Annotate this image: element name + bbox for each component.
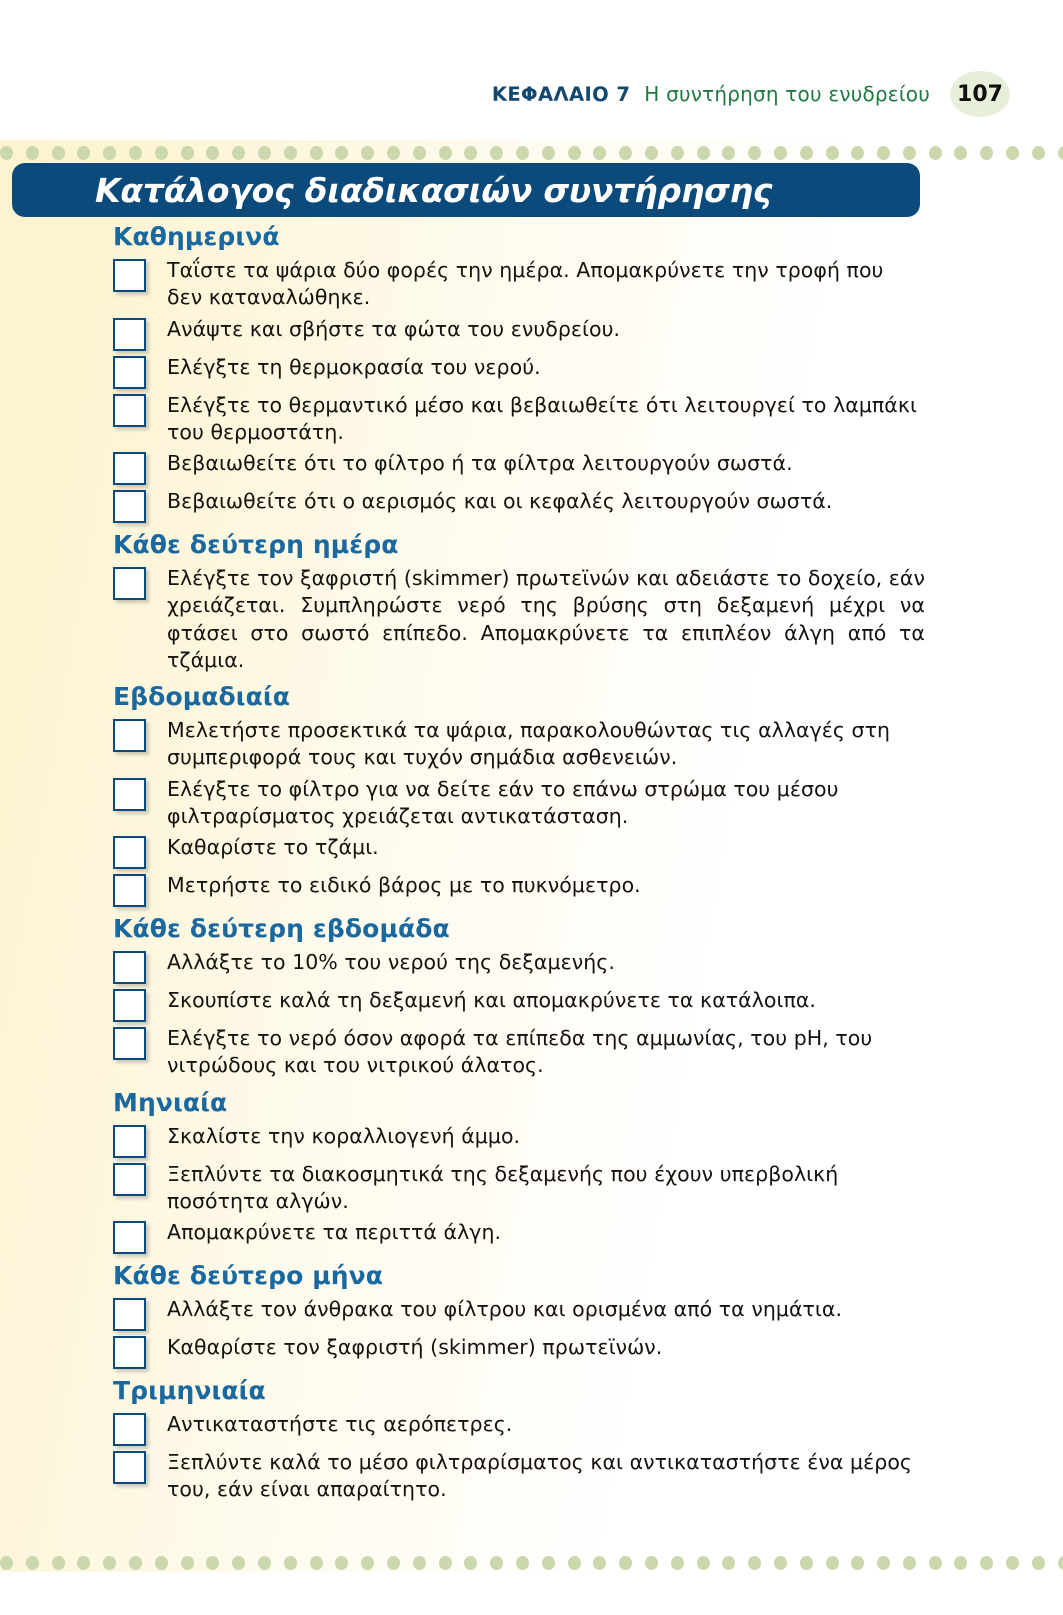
rule-dot [335, 146, 348, 160]
checklist-item[interactable] [0, 1296, 1063, 1330]
banner-title: Κατάλογος διαδικασιών συντήρησης [95, 170, 773, 210]
checklist-items [0, 1296, 1063, 1368]
section-heading: Μηνιαία [113, 1087, 228, 1117]
checklist-item[interactable] [0, 1161, 1063, 1216]
rule-dot [851, 146, 864, 160]
checklist-item-label: Ελέγξτε τον ξαφριστή (skimmer) πρωτεϊνών και αδειάστε το δοχείο, εάν χρειάζεται. Συμπληρώστε νερό της βρύσης στη δεξαμενή μέχρι να φτάσει στο σωστό επίπεδο. Απομακρύνετε τα επιπλέον άλγη από τα τζάμια. [167, 566, 925, 672]
rule-dot [516, 146, 529, 160]
checkbox-icon[interactable] [113, 778, 146, 811]
rule-dot [413, 1556, 426, 1570]
rule-dot [877, 1556, 890, 1570]
rule-dot [258, 146, 271, 160]
rule-dot [387, 1556, 400, 1570]
checklist-item-label: Ελέγξτε τη θερμοκρασία του νερού. [167, 354, 541, 379]
checklist-section [0, 914, 1063, 1080]
checklist-items [0, 565, 1063, 674]
checklist-section [0, 682, 1063, 906]
checkbox-icon[interactable] [113, 836, 146, 869]
rule-dot [877, 146, 890, 160]
rule-dot [722, 146, 735, 160]
rule-dot [258, 1556, 271, 1570]
rule-dot [464, 1556, 477, 1570]
section-heading: Εβδομαδιαία [113, 682, 291, 711]
checkbox-icon[interactable] [113, 1125, 146, 1158]
rule-dot [26, 146, 39, 160]
checklist-item[interactable] [0, 392, 1063, 447]
checklist-item[interactable] [0, 1411, 1063, 1445]
checklist-item-label: Ταΐστε τα ψάρια δύο φορές την ημέρα. Απομακρύνετε την τροφή που δεν καταναλώθηκε. [167, 258, 884, 310]
rule-dot [26, 1556, 39, 1570]
rule-dot [1006, 1556, 1019, 1570]
checklist-item[interactable] [0, 257, 1063, 312]
rule-dot [748, 146, 761, 160]
rule-dot [284, 1556, 297, 1570]
rule-dot [155, 146, 168, 160]
checklist-item-label: Σκαλίστε την κοραλλιογενή άμμο. [167, 1123, 521, 1148]
rule-dot [1032, 146, 1045, 160]
checkbox-icon[interactable] [113, 1336, 146, 1369]
checklist-section [0, 222, 1063, 522]
checkbox-icon[interactable] [113, 452, 146, 485]
rule-dot [542, 1556, 555, 1570]
rule-dot [0, 146, 13, 160]
rule-dot [361, 146, 374, 160]
rule-dot [464, 146, 477, 160]
title-banner [12, 163, 920, 217]
rule-dot [1032, 1556, 1045, 1570]
rule-dot [310, 146, 323, 160]
rule-dot [903, 146, 916, 160]
rule-dot [568, 1556, 581, 1570]
rule-dot [671, 1556, 684, 1570]
checklist-section [0, 1376, 1063, 1504]
rule-dot [335, 1556, 348, 1570]
section-heading: Κάθε δεύτερο μήνα [113, 1261, 384, 1290]
rule-dot [129, 1556, 142, 1570]
checklist-item[interactable] [0, 1334, 1063, 1368]
rule-dot [697, 146, 710, 160]
checklist-item[interactable] [0, 949, 1063, 983]
rule-dot [103, 1556, 116, 1570]
checklist-items [0, 1123, 1063, 1254]
checklist-item-label: Σκουπίστε καλά τη δεξαμενή και απομακρύνετε τα κατάλοιπα. [167, 988, 816, 1012]
checkbox-icon[interactable] [113, 1163, 146, 1196]
rule-dot [77, 1556, 90, 1570]
checkbox-icon[interactable] [113, 1451, 146, 1484]
rule-dot [826, 1556, 839, 1570]
checklist-item[interactable] [0, 834, 1063, 868]
checklist-items [0, 949, 1063, 1080]
running-head [0, 72, 1010, 116]
chapter-label: ΚΕΦΑΛΑΙΟ 7 [491, 82, 631, 106]
rule-dot [516, 1556, 529, 1570]
checklist-item-label: Αλλάξτε το 10% του νερού της δεξαμενής. [167, 950, 615, 974]
rule-dot [155, 1556, 168, 1570]
rule-dot [206, 146, 219, 160]
rule-dot [232, 146, 245, 160]
rule-dot [954, 1556, 967, 1570]
rule-dot [619, 1556, 632, 1570]
checklist-item[interactable] [0, 488, 1063, 522]
rule-dot [361, 1556, 374, 1570]
page-number-badge: 107 [950, 71, 1010, 117]
section-heading: Καθημερινά [113, 222, 280, 251]
dotted-rule-top [0, 142, 1063, 164]
rule-dot [413, 146, 426, 160]
section-heading: Κάθε δεύτερη ημέρα [113, 530, 399, 559]
rule-dot [0, 1556, 13, 1570]
checklist-item-label: Ελέγξτε το νερό όσον αφορά τα επίπεδα της αμμωνίας, του pH, του νιτρώδους και του νιτρικού άλατος. [167, 1026, 873, 1078]
rule-dot [980, 1556, 993, 1570]
checklist-item[interactable] [0, 1449, 1063, 1504]
rule-dot [129, 146, 142, 160]
rule-dot [52, 146, 65, 160]
checklist-item[interactable] [0, 1219, 1063, 1253]
checkbox-icon[interactable] [113, 951, 146, 984]
checklist-item-label: Καθαρίστε τον ξαφριστή (skimmer) πρωτεϊνών. [167, 1335, 663, 1359]
rule-dot [774, 1556, 787, 1570]
rule-dot [284, 146, 297, 160]
checklist-item-label: Ξεπλύντε τα διακοσμητικά της δεξαμενής που έχουν υπερβολική ποσότητα αλγών. [167, 1161, 839, 1213]
rule-dot [929, 146, 942, 160]
checklist-item-label: Μελετήστε προσεκτικά τα ψάρια, παρακολουθώντας τις αλλαγές στη συμπεριφορά τους και τυχόν σημάδια ασθενειών. [167, 718, 891, 770]
rule-dot [671, 146, 684, 160]
checkbox-icon[interactable] [113, 394, 146, 427]
rule-dot [439, 1556, 452, 1570]
checklist-items [0, 1411, 1063, 1504]
rule-dot [310, 1556, 323, 1570]
rule-dot [232, 1556, 245, 1570]
rule-dot [980, 146, 993, 160]
rule-dot [851, 1556, 864, 1570]
section-heading: Κάθε δεύτερη εβδομάδα [113, 914, 450, 943]
checkbox-icon[interactable] [113, 874, 146, 907]
checklist-items [0, 257, 1063, 522]
checklist-item[interactable] [0, 450, 1063, 484]
rule-dot [77, 146, 90, 160]
rule-dot [593, 146, 606, 160]
checklist-item[interactable] [0, 316, 1063, 350]
rule-dot [181, 1556, 194, 1570]
rule-dot [1058, 1556, 1063, 1570]
checklist-item[interactable] [0, 717, 1063, 772]
rule-dot [387, 146, 400, 160]
checklist-item[interactable] [0, 354, 1063, 388]
checklist-item-label: Αλλάξτε τον άνθρακα του φίλτρου και ορισμένα από τα νημάτια. [167, 1297, 843, 1321]
chapter-title: Η συντήρηση του ενυδρείου [644, 82, 930, 106]
checklist-item[interactable] [0, 987, 1063, 1021]
dotted-rule-bottom [0, 1552, 1063, 1574]
rule-dot [1006, 146, 1019, 160]
checklist-section [0, 1261, 1063, 1368]
checkbox-icon[interactable] [113, 1298, 146, 1331]
maintenance-checklist [0, 222, 1063, 1508]
checklist-item-label: Ελέγξτε το φίλτρο για να δείτε εάν το επάνω στρώμα του μέσου φιλτραρίσματος χρειάζεται αντικατάσταση. [167, 776, 839, 828]
checkbox-icon[interactable] [113, 490, 146, 523]
rule-dot [722, 1556, 735, 1570]
rule-dot [800, 146, 813, 160]
rule-dot [568, 146, 581, 160]
checklist-item[interactable] [0, 565, 1063, 674]
checkbox-icon[interactable] [113, 1413, 146, 1446]
rule-dot [800, 1556, 813, 1570]
checkbox-icon[interactable] [113, 719, 146, 752]
rule-dot [748, 1556, 761, 1570]
rule-dot [645, 1556, 658, 1570]
checklist-item-label: Ανάψτε και σβήστε τα φώτα του ενυδρείου. [167, 316, 621, 341]
checkbox-icon[interactable] [113, 356, 146, 389]
checklist-item-label: Αντικαταστήστε τις αερόπετρες. [167, 1412, 513, 1436]
rule-dot [206, 1556, 219, 1570]
checklist-item[interactable] [0, 872, 1063, 906]
checklist-item-label: Ελέγξτε το θερμαντικό μέσο και βεβαιωθείτε ότι λειτουργεί το λαμπάκι του θερμοστάτη. [167, 392, 917, 444]
checkbox-icon[interactable] [113, 567, 146, 600]
rule-dot [1058, 146, 1063, 160]
checkbox-icon[interactable] [113, 1221, 146, 1254]
checklist-section [0, 530, 1063, 674]
checklist-item[interactable] [0, 1123, 1063, 1157]
checklist-item-label: Βεβαιωθείτε ότι ο αερισμός και οι κεφαλές λειτουργούν σωστά. [167, 489, 833, 513]
checklist-item-label: Μετρήστε το ειδικό βάρος με το πυκνόμετρο. [167, 873, 641, 897]
rule-dot [697, 1556, 710, 1570]
checklist-item[interactable] [0, 776, 1063, 831]
rule-dot [439, 146, 452, 160]
rule-dot [103, 146, 116, 160]
checklist-item-label: Απομακρύνετε τα περιττά άλγη. [167, 1220, 502, 1244]
rule-dot [490, 146, 503, 160]
rule-dot [645, 146, 658, 160]
rule-dot [490, 1556, 503, 1570]
rule-dot [929, 1556, 942, 1570]
rule-dot [903, 1556, 916, 1570]
rule-dot [542, 146, 555, 160]
rule-dot [52, 1556, 65, 1570]
rule-dot [181, 146, 194, 160]
checklist-item[interactable] [0, 1025, 1063, 1080]
checkbox-icon[interactable] [113, 259, 146, 292]
checkbox-icon[interactable] [113, 318, 146, 351]
checkbox-icon[interactable] [113, 1027, 146, 1060]
checkbox-icon[interactable] [113, 989, 146, 1022]
checklist-items [0, 717, 1063, 906]
checklist-item-label: Καθαρίστε το τζάμι. [167, 835, 379, 859]
checklist-section [0, 1088, 1063, 1254]
rule-dot [774, 146, 787, 160]
checklist-item-label: Βεβαιωθείτε ότι το φίλτρο ή τα φίλτρα λειτουργούν σωστά. [167, 451, 793, 475]
rule-dot [954, 146, 967, 160]
rule-dot [826, 146, 839, 160]
checklist-item-label: Ξεπλύντε καλά το μέσο φιλτραρίσματος και αντικαταστήστε ένα μέρος του, εάν είναι απαραίτητο. [167, 1450, 913, 1502]
rule-dot [619, 146, 632, 160]
section-heading: Τριμηνιαία [113, 1376, 266, 1405]
rule-dot [593, 1556, 606, 1570]
